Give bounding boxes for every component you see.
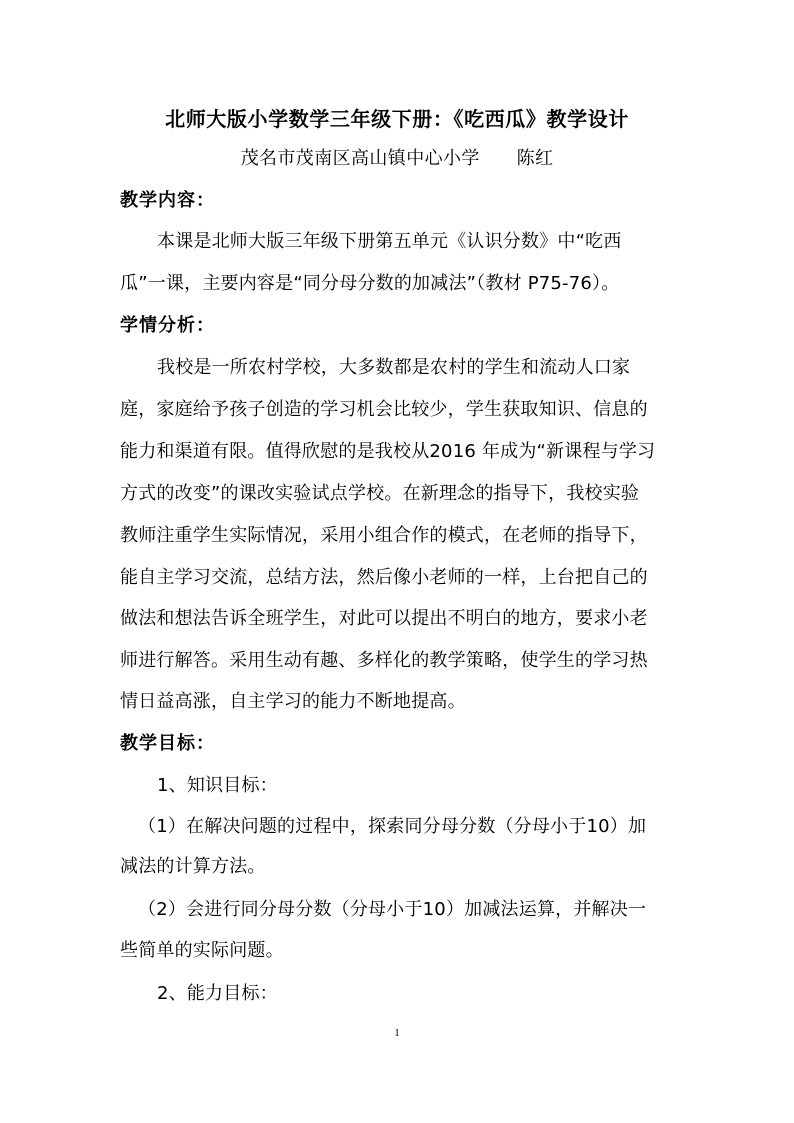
section-heading-analysis: 学情分析： bbox=[120, 315, 215, 336]
analysis-paragraph-line: 做法和想法告诉全班学生，对此可以提出不明白的地方，要求小老 bbox=[120, 608, 648, 629]
analysis-paragraph-line: 教师注重学生实际情况，采用小组合作的模式，在老师的指导下， bbox=[120, 525, 648, 546]
analysis-paragraph-line: 方式的改变”的课改实验试点学校。在新理念的指导下，我校实验 bbox=[120, 483, 640, 504]
page-number: 1 bbox=[394, 1027, 400, 1039]
goal-item-line: 些简单的实际问题。 bbox=[120, 940, 284, 961]
analysis-paragraph-line: 师进行解答。采用生动有趣、多样化的教学策略，使学生的学习热 bbox=[120, 650, 648, 671]
document-title: 北师大版小学数学三年级下册：《吃西瓜》教学设计 bbox=[165, 107, 629, 131]
analysis-paragraph-line: 情日益高涨，自主学习的能力不断地提高。 bbox=[120, 691, 466, 712]
goal-item-line: 减法的计算方法。 bbox=[120, 856, 266, 877]
analysis-paragraph-line: 能自主学习交流，总结方法，然后像小老师的一样，上台把自己的 bbox=[120, 567, 648, 588]
goal-item-line: （1）在解决问题的过程中，探索同分母分数（分母小于10）加 bbox=[138, 816, 647, 837]
section-heading-content: 教学内容： bbox=[120, 190, 215, 211]
analysis-paragraph-line: 我校是一所农村学校，大多数都是农村的学生和流动人口家 bbox=[157, 357, 631, 378]
analysis-paragraph-line: 庭，家庭给予孩子创造的学习机会比较少，学生获取知识、信息的 bbox=[120, 399, 648, 420]
content-paragraph-line: 瓜”一课，主要内容是“同分母分数的加减法”（教材 P75-76）。 bbox=[120, 273, 620, 294]
knowledge-goal-label: 1、知识目标： bbox=[157, 775, 278, 796]
content-paragraph-line: 本课是北师大版三年级下册第五单元《认识分数》中“吃西 bbox=[157, 231, 622, 252]
author-line: 茂名市茂南区高山镇中心小学 陈红 bbox=[240, 148, 554, 169]
section-heading-goals: 教学目标： bbox=[120, 733, 215, 754]
analysis-paragraph-line: 能力和渠道有限。值得欣慰的是我校从2016 年成为“新课程与学习 bbox=[120, 441, 656, 462]
ability-goal-label: 2、能力目标： bbox=[157, 983, 278, 1004]
goal-item-line: （2）会进行同分母分数（分母小于10）加减法运算，并解决一 bbox=[138, 899, 647, 920]
